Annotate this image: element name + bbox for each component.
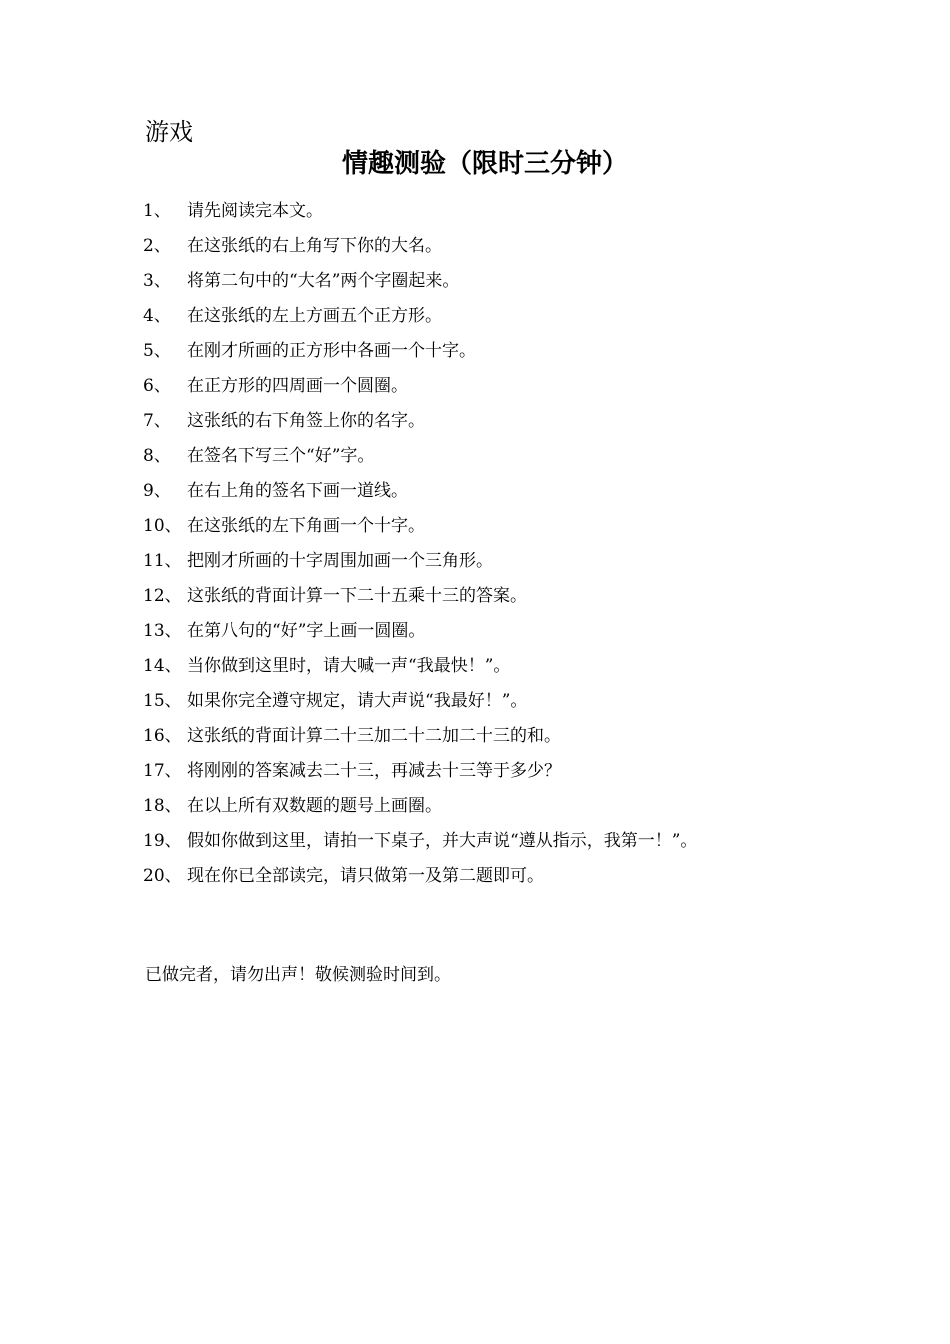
- list-item: [143, 756, 903, 791]
- list-item: [143, 476, 903, 511]
- list-item: [143, 266, 903, 301]
- list-item: [143, 616, 903, 651]
- item-number: 14、: [143, 656, 182, 676]
- list-item: [143, 581, 903, 616]
- list-item: [143, 371, 903, 406]
- item-text: 把刚才所画的十字周围加画一个三角形。: [187, 551, 493, 571]
- item-text: 现在你已全部读完，请只做第一及第二题即可。: [187, 866, 544, 886]
- item-number: 18、: [143, 796, 182, 816]
- item-number: 9、: [143, 481, 171, 501]
- item-number: 2、: [143, 236, 171, 256]
- list-item: [143, 546, 903, 581]
- list-item: [143, 686, 903, 721]
- document-label: 游戏: [145, 118, 193, 146]
- item-text: 在以上所有双数题的题号上画圈。: [187, 796, 442, 816]
- item-number: 13、: [143, 621, 182, 641]
- item-text: 请先阅读完本文。: [187, 201, 323, 221]
- item-text: 在第八句的“好”字上画一圆圈。: [187, 621, 426, 641]
- item-text: 将第二句中的“大名”两个字圈起来。: [187, 271, 460, 291]
- instruction-list: [143, 196, 903, 896]
- item-number: 4、: [143, 306, 171, 326]
- item-text: 将刚刚的答案减去二十三，再减去十三等于多少？: [187, 761, 561, 781]
- list-item: [143, 196, 903, 231]
- item-text: 在右上角的签名下画一道线。: [187, 481, 408, 501]
- item-number: 19、: [143, 831, 182, 851]
- item-text: 这张纸的背面计算二十三加二十二加二十三的和。: [187, 726, 561, 746]
- item-text: 在签名下写三个“好”字。: [187, 446, 375, 466]
- list-item: [143, 301, 903, 336]
- item-text: 在这张纸的左上方画五个正方形。: [187, 306, 442, 326]
- item-text: 这张纸的背面计算一下二十五乘十三的答案。: [187, 586, 527, 606]
- footer-note: 已做完者，请勿出声！敬候测验时间到。: [145, 965, 451, 985]
- item-number: 7、: [143, 411, 171, 431]
- item-number: 10、: [143, 516, 182, 536]
- item-text: 在正方形的四周画一个圆圈。: [187, 376, 408, 396]
- list-item: [143, 826, 903, 861]
- list-item: [143, 721, 903, 756]
- item-number: 6、: [143, 376, 171, 396]
- list-item: [143, 406, 903, 441]
- item-number: 8、: [143, 446, 171, 466]
- item-number: 15、: [143, 691, 182, 711]
- item-text: 假如你做到这里，请拍一下桌子，并大声说“遵从指示，我第一！”。: [187, 831, 698, 851]
- item-number: 11、: [143, 551, 182, 571]
- list-item: [143, 791, 903, 826]
- item-number: 17、: [143, 761, 182, 781]
- item-text: 这张纸的右下角签上你的名字。: [187, 411, 425, 431]
- list-item: [143, 651, 903, 686]
- list-item: [143, 441, 903, 476]
- item-number: 3、: [143, 271, 171, 291]
- item-number: 20、: [143, 866, 182, 886]
- item-number: 1、: [143, 201, 171, 221]
- item-text: 在这张纸的右上角写下你的大名。: [187, 236, 442, 256]
- item-number: 12、: [143, 586, 182, 606]
- list-item: [143, 861, 903, 896]
- item-text: 在刚才所画的正方形中各画一个十字。: [187, 341, 476, 361]
- list-item: [143, 231, 903, 266]
- item-number: 16、: [143, 726, 182, 746]
- item-text: 如果你完全遵守规定，请大声说“我最好！”。: [187, 691, 528, 711]
- document-title: 情趣测验（限时三分钟）: [341, 149, 628, 179]
- item-text: 在这张纸的左下角画一个十字。: [187, 516, 425, 536]
- list-item: [143, 511, 903, 546]
- item-text: 当你做到这里时，请大喊一声“我最快！”。: [187, 656, 511, 676]
- list-item: [143, 336, 903, 371]
- item-number: 5、: [143, 341, 171, 361]
